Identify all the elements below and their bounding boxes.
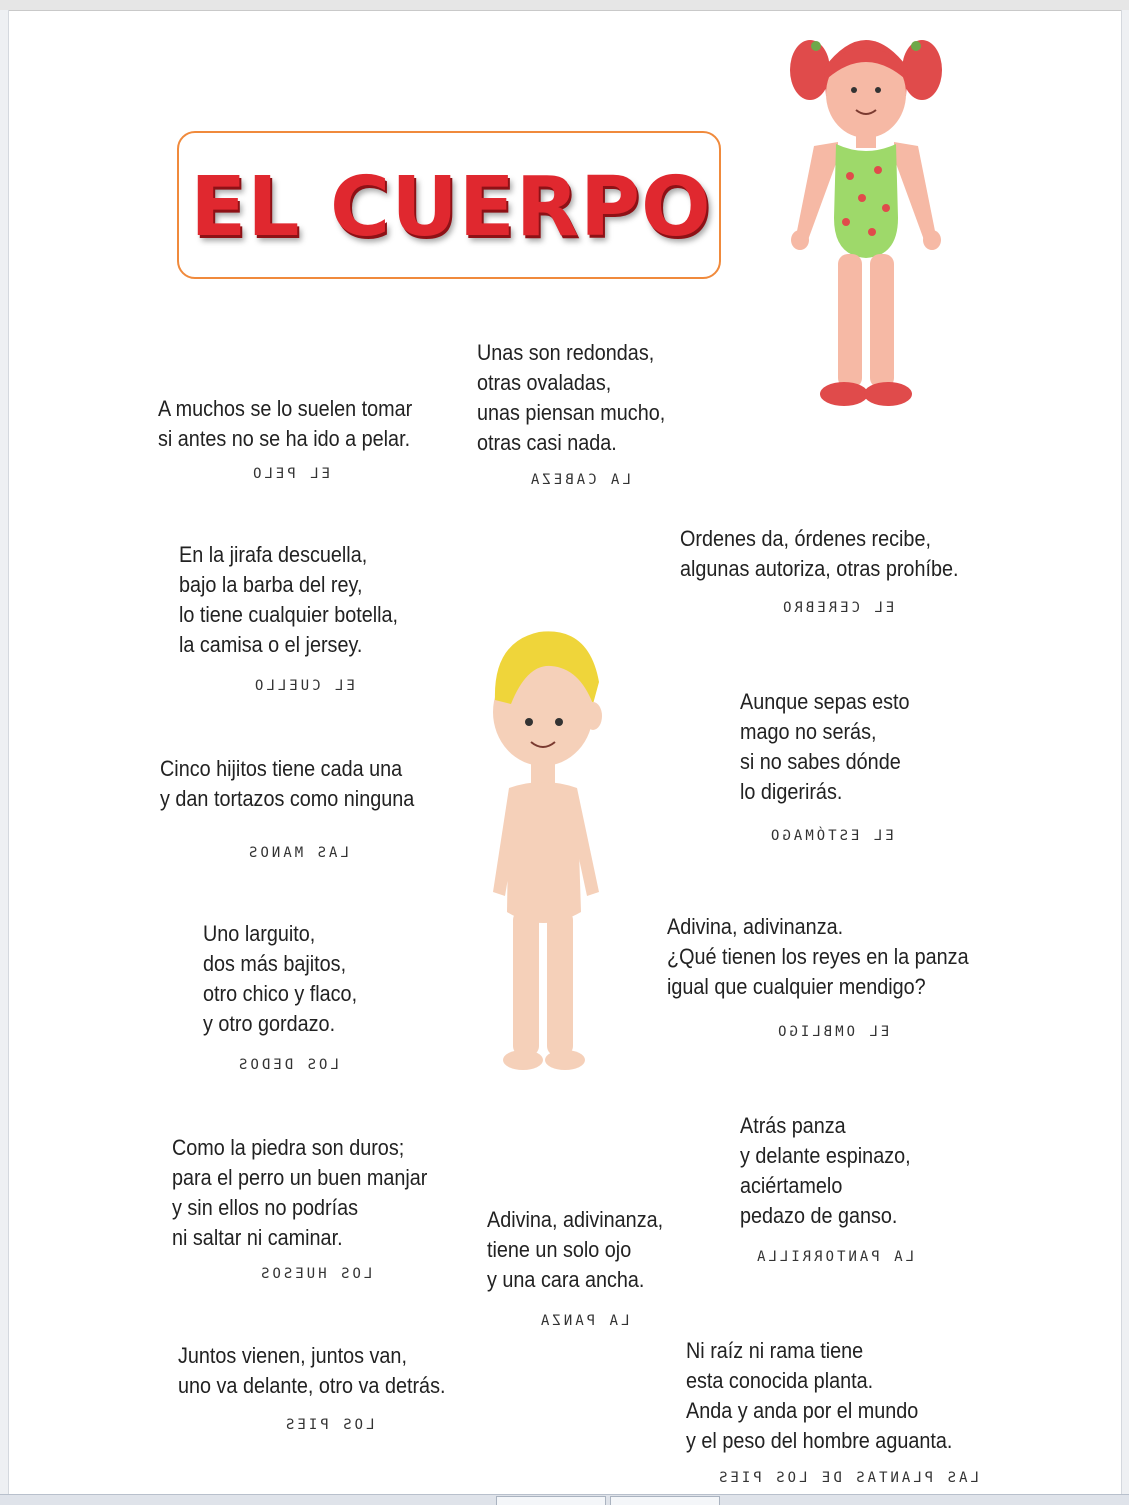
riddle-answer: LA PANTORRILLA — [754, 1249, 915, 1265]
riddle-answer: LOS DEDOS — [236, 1057, 339, 1073]
riddle-line: pedazo de ganso. — [740, 1203, 898, 1228]
riddle-line: unas piensan mucho, — [477, 400, 666, 425]
riddle-line: Ni raíz ni rama tiene — [686, 1338, 864, 1363]
riddle-line: ¿Qué tienen los reyes en la panza — [667, 944, 969, 969]
riddle-line: dos más bajitos, — [203, 951, 347, 976]
riddle-line: la camisa o el jersey. — [179, 632, 363, 657]
riddle-answer: LOS PIES — [283, 1417, 375, 1433]
riddle-line: mago no serás, — [740, 719, 877, 744]
riddle — [680, 524, 989, 584]
riddle-line: para el perro un buen manjar — [172, 1165, 428, 1190]
window-left-edge — [0, 10, 9, 1494]
riddle-answer: EL CEREBRO — [780, 600, 895, 616]
riddle-answer: EL PELO — [250, 466, 331, 482]
riddle-line: uno va delante, otro va detrás. — [178, 1373, 446, 1398]
riddle-line: igual que cualquier mendigo? — [667, 974, 926, 999]
riddle-line: y una cara ancha. — [487, 1267, 645, 1292]
riddle — [172, 1133, 456, 1253]
riddle — [178, 1341, 475, 1401]
riddle — [487, 1205, 683, 1295]
riddle-answer: EL OMBLIGO — [775, 1024, 890, 1040]
riddle-line: A muchos se lo suelen tomar — [158, 396, 413, 421]
riddle-line: y sin ellos no podrías — [172, 1195, 359, 1220]
riddle-line: Juntos vienen, juntos van, — [178, 1343, 407, 1368]
title-box — [177, 131, 721, 279]
riddle — [158, 394, 440, 454]
riddle-line: Anda y anda por el mundo — [686, 1398, 919, 1423]
riddle-answer: EL CUELLO — [252, 678, 355, 694]
riddle — [160, 754, 443, 814]
riddle — [740, 1111, 930, 1231]
riddle-line: bajo la barba del rey, — [179, 572, 363, 597]
window-status-bar — [0, 1494, 1129, 1505]
riddle-line: y delante espinazo, — [740, 1143, 911, 1168]
riddle-line: ni saltar ni caminar. — [172, 1225, 343, 1250]
riddle-line: esta conocida planta. — [686, 1368, 874, 1393]
riddle — [667, 912, 1002, 1002]
riddle-answer: LAS MANOS — [246, 845, 349, 861]
riddle-line: Uno larguito, — [203, 921, 316, 946]
riddle-line: algunas autoriza, otras prohíbe. — [680, 556, 959, 581]
riddle-line: Adivina, adivinanza. — [667, 914, 844, 939]
riddle-answer: LAS PLANTAS DE LOS PIES — [716, 1470, 979, 1486]
riddle-line: otro chico y flaco, — [203, 981, 358, 1006]
riddle — [740, 687, 928, 807]
riddle-line: otras casi nada. — [477, 430, 617, 455]
riddle-line: Como la piedra son duros; — [172, 1135, 405, 1160]
girl-illustration — [786, 18, 946, 413]
riddle-line: y el peso del hombre aguanta. — [686, 1428, 953, 1453]
window-top-edge — [0, 0, 1129, 11]
riddle — [686, 1336, 982, 1456]
page-title: EL CUERPO — [190, 159, 712, 255]
riddle-line: si antes no se ha ido a pelar. — [158, 426, 411, 451]
riddle — [477, 338, 686, 458]
window-right-edge — [1121, 10, 1129, 1494]
riddle-line: lo tiene cualquier botella, — [179, 602, 399, 627]
riddle-line: tiene un solo ojo — [487, 1237, 632, 1262]
riddle-line: si no sabes dónde — [740, 749, 901, 774]
riddle-answer: EL ESTÓMAGO — [768, 828, 894, 844]
riddle-line: Ordenes da, órdenes recibe, — [680, 526, 931, 551]
riddle-answer: LA PANZA — [538, 1313, 630, 1329]
riddle-line: Adivina, adivinanza, — [487, 1207, 664, 1232]
riddle-line: Aunque sepas esto — [740, 689, 910, 714]
riddle-line: y otro gordazo. — [203, 1011, 336, 1036]
riddle-line: aciértamelo — [740, 1173, 843, 1198]
riddle-line: Cinco hijitos tiene cada una — [160, 756, 403, 781]
riddle-line: y dan tortazos como ninguna — [160, 786, 415, 811]
riddle — [179, 540, 422, 660]
boy-illustration — [481, 612, 619, 1076]
riddle-line: Unas son redondas, — [477, 340, 655, 365]
riddle-line: lo digerirás. — [740, 779, 843, 804]
riddle-answer: LOS HUESOS — [258, 1266, 373, 1282]
riddle — [203, 919, 374, 1039]
riddle-line: otras ovaladas, — [477, 370, 612, 395]
riddle-line: En la jirafa descuella, — [179, 542, 368, 567]
riddle-answer: LA CABEZA — [528, 472, 631, 488]
riddle-line: Atrás panza — [740, 1113, 846, 1138]
